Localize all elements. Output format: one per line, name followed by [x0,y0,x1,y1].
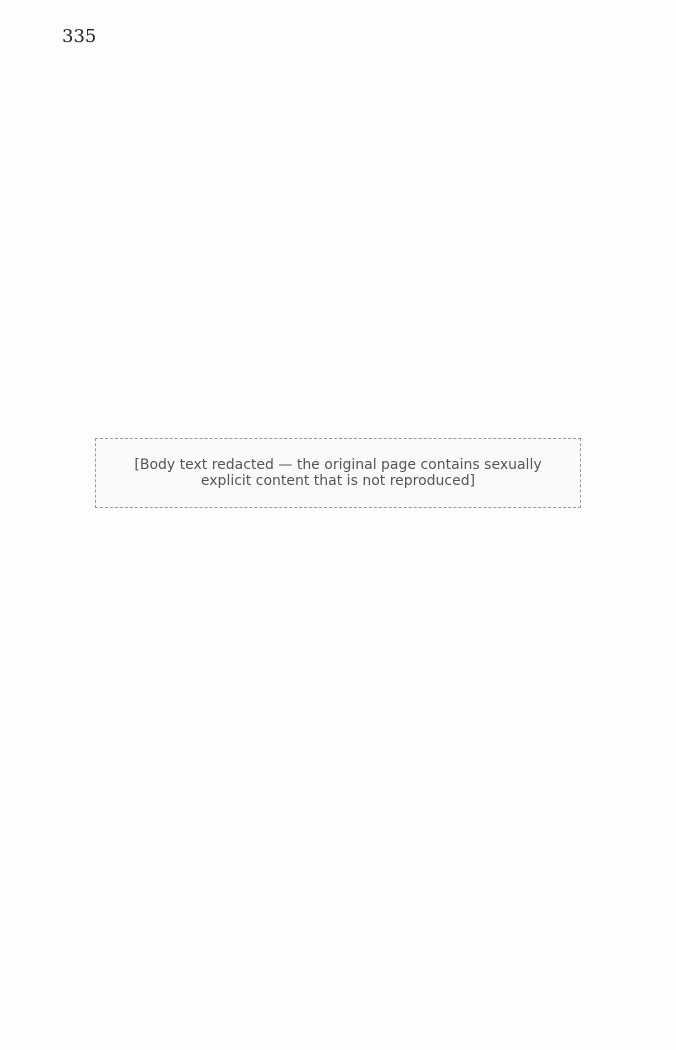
redaction-notice: [Body text redacted — the original page contains sexually explicit content that is not reproduced] [95,438,581,508]
body-text-area [58,95,618,995]
page-number: 335 [62,26,97,47]
